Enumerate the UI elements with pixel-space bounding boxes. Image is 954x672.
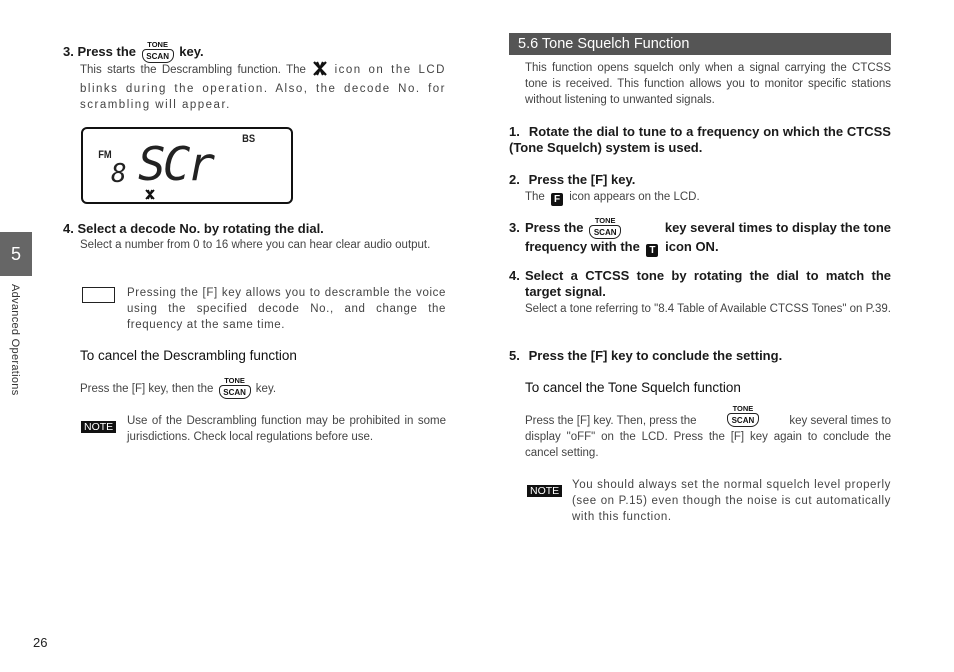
step-text: key. xyxy=(179,44,204,59)
left-step-4 xyxy=(63,221,453,237)
step-title: Press the [F] key. xyxy=(528,172,636,187)
tone-scan-key-icon: TONE SCAN xyxy=(727,413,759,427)
step-number: 3. xyxy=(509,220,520,235)
lcd-bs-indicator: BS xyxy=(242,133,256,145)
right-cancel-title: To cancel the Tone Squelch function xyxy=(525,380,741,395)
step-number: 2. xyxy=(509,172,520,187)
lcd-scramble-icon xyxy=(145,187,155,205)
step-number: 3. xyxy=(63,44,74,59)
step-title: Press the [F] key to conclude the setting. xyxy=(528,348,783,363)
left-step-3-desc: This starts the Descrambling function. The icon on the LCD blinks during the operation. Also, the decode No. for scrambling will appear. xyxy=(80,61,446,113)
chapter-number: 5 xyxy=(10,244,21,264)
lcd-main-text: SCr xyxy=(138,137,213,191)
step-number: 4. xyxy=(509,268,520,283)
right-step-2-desc: The F icon appears on the LCD. xyxy=(525,191,700,205)
memo-icon xyxy=(82,287,115,303)
step-number: 5. xyxy=(509,348,520,363)
tone-scan-key-icon: TONE SCAN xyxy=(219,385,251,399)
section-title: 5.6 Tone Squelch Function xyxy=(518,36,690,52)
f-indicator-icon: F xyxy=(551,193,563,206)
left-note-badge: NOTE xyxy=(81,417,116,435)
tone-scan-key-icon: TONE SCAN xyxy=(142,49,174,63)
step-number: 4. xyxy=(63,221,74,236)
step-title: Select a decode No. by rotating the dial. xyxy=(77,221,324,236)
right-intro: This function opens squelch only when a signal carrying the CTCSS tone is received. This function allows you to monitor specific stations without listening to unwanted signals. xyxy=(525,62,891,106)
left-cancel-desc: Press the [F] key, then the TONE SCAN key. xyxy=(80,376,277,397)
step-text: Press the xyxy=(77,44,137,59)
lcd-digit: 8 xyxy=(111,159,127,189)
right-step-4-desc: Select a tone referring to "8.4 Table of Available CTCSS Tones" on P.39. xyxy=(525,303,891,315)
right-note-badge: NOTE xyxy=(527,481,562,499)
left-note-text: Use of the Descrambling function may be prohibited in some jurisdictions. Check local regulations before use. xyxy=(127,415,446,443)
tone-scan-key-icon: TONE SCAN xyxy=(589,225,621,239)
t-indicator-icon: T xyxy=(646,244,658,257)
page-number: 26 xyxy=(33,635,48,650)
right-step-5 xyxy=(509,348,891,364)
section-title-bar xyxy=(509,33,891,55)
step-number: 1. xyxy=(509,124,520,139)
lcd-display xyxy=(81,127,293,204)
right-note-text: You should always set the normal squelch level properly (see on P.15) even though the noise is cut automatically with this function. xyxy=(572,479,891,523)
chapter-tab xyxy=(0,232,32,276)
right-step-1 xyxy=(509,124,891,156)
scramble-icon xyxy=(313,61,327,81)
step-title: Rotate the dial to tune to a frequency on which the CTCSS (Tone Squelch) system is used. xyxy=(509,124,891,155)
right-cancel-desc: Press the [F] key. Then, press the TONE SCAN key several times to display "oFF" on the LCD. Press the [F] key again to conclude the cancel setting. xyxy=(525,404,891,459)
left-step-4-desc: Select a number from 0 to 16 where you can hear clear audio output. xyxy=(80,239,431,251)
step-title: Select a CTCSS tone by rotating the dial to match the target signal. xyxy=(525,268,891,299)
left-cancel-title: To cancel the Descrambling function xyxy=(80,348,297,363)
lcd-fm-indicator: FM xyxy=(98,149,112,161)
right-step-3: 3. Press the TONE SCAN key several times to display the tone frequency with the T icon ON. xyxy=(509,216,891,256)
right-step-4 xyxy=(509,268,891,300)
right-step-2 xyxy=(509,172,891,188)
chapter-label: Advanced Operations xyxy=(9,284,21,396)
memo-text: Pressing the [F] key allows you to descramble the voice using the specified decode No., and change the frequency at the same time. xyxy=(127,287,446,331)
